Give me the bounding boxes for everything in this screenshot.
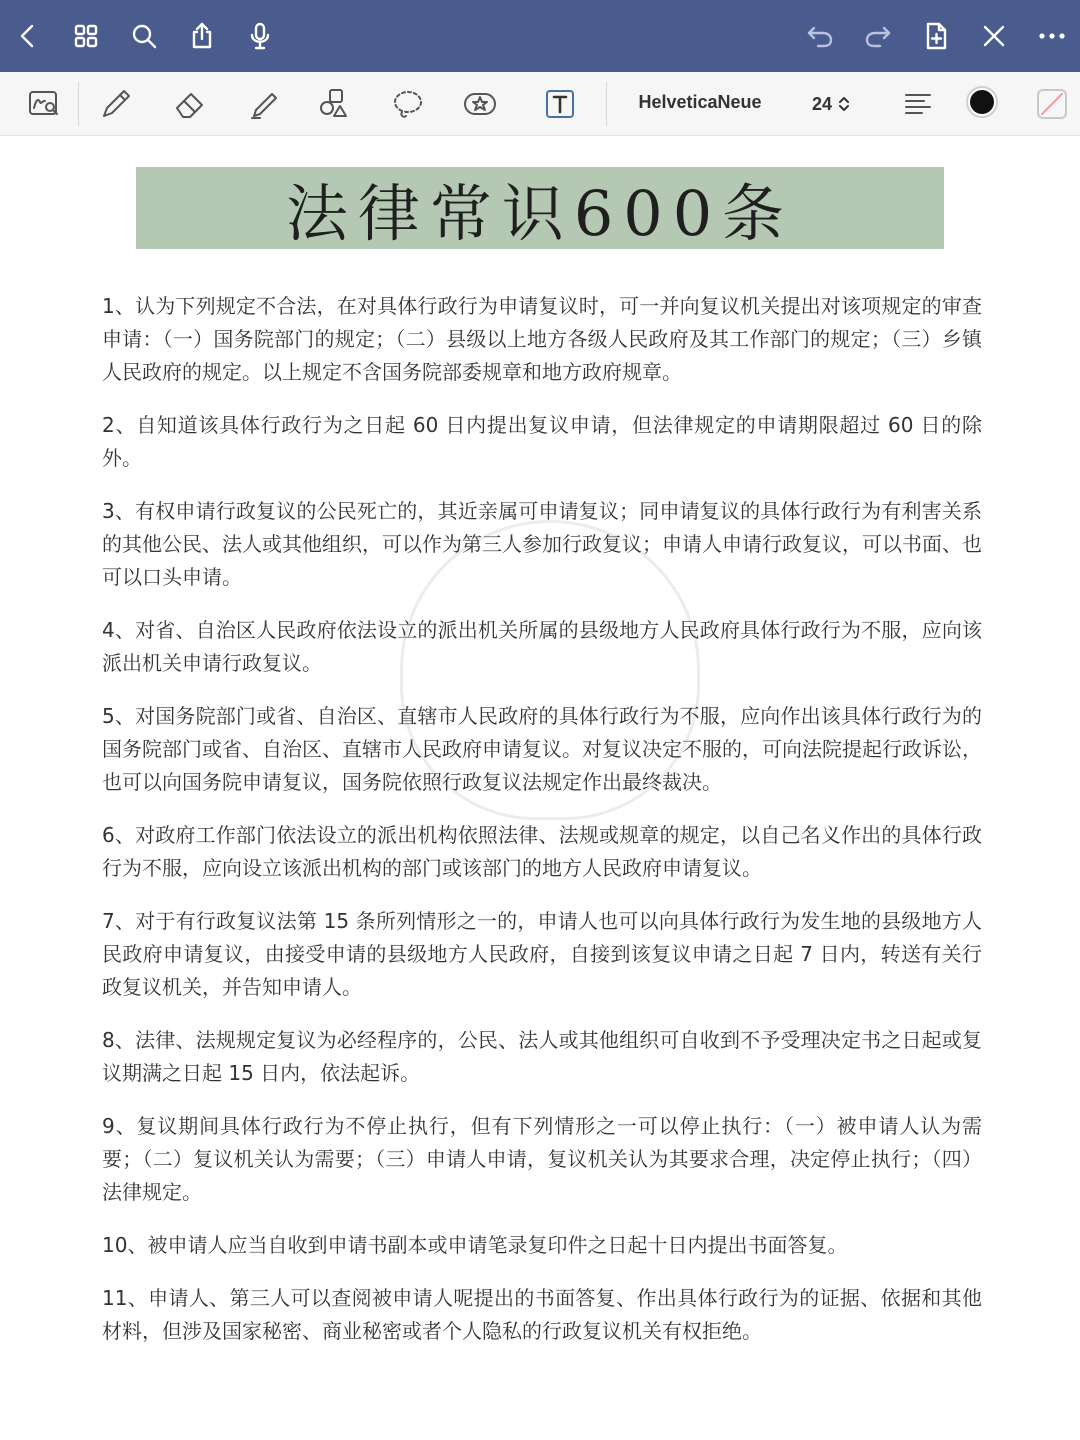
pen-tool-icon[interactable] (96, 84, 136, 124)
text-tool-icon[interactable] (540, 84, 580, 124)
redo-icon[interactable] (860, 18, 896, 54)
microphone-icon[interactable] (242, 18, 278, 54)
paragraph: 3、有权申请行政复议的公民死亡的，其近亲属可申请复议；同申请复议的具体行政行为有利害关系的其他公民、法人或其他组织，可以作为第三人参加行政复议；申请人申请行政复议，可以书面、也可以口头申请。 (102, 499, 982, 589)
paragraph: 7、对于有行政复议法第 15 条所列情形之一的，申请人也可以向具体行政行为发生地的县级地方人民政府申请复议，由接受申请的县级地方人民政府，自接到该复议申请之日起 7 日内，转送有关行政复议机关，并告知申请人。 (102, 909, 982, 999)
close-icon[interactable] (976, 18, 1012, 54)
paragraph: 10、被申请人应当自收到申请书副本或申请笔录复印件之日起十日内提出书面答复。 (102, 1233, 848, 1257)
paragraph: 1、认为下列规定不合法，在对具体行政行为申请复议时，可一并向复议机关提出对该项规定的审查申请：（一）国务院部门的规定；（二）县级以上地方各级人民政府及其工作部门的规定；（三）乡镇人民政府的规定。以上规定不含国务院部委规章和地方政府规章。 (102, 294, 982, 384)
lasso-tool-icon[interactable] (388, 84, 428, 124)
back-icon[interactable] (10, 18, 46, 54)
paragraph: 5、对国务院部门或省、自治区、直辖市人民政府的具体行政行为不服，应向作出该具体行政行为的国务院部门或省、自治区、直辖市人民政府申请复议。对复议决定不服的，可向法院提起行政诉讼，也可以向国务院申请复议，国务院依照行政复议法规定作出最终裁决。 (102, 704, 982, 794)
paragraph: 6、对政府工作部门依法设立的派出机构依照法律、法规或规章的规定，以自己名义作出的具体行政行为不服，应向设立该派出机构的部门或该部门的地方人民政府申请复议。 (102, 823, 982, 880)
shape-tool-icon[interactable] (314, 84, 354, 124)
sticker-tool-icon[interactable] (460, 84, 500, 124)
paragraph: 2、自知道该具体行政行为之日起 60 日内提出复议申请，但法律规定的申请期限超过 60 日的除外。 (102, 413, 982, 470)
drawing-toolbar (0, 72, 1080, 136)
paragraph: 4、对省、自治区人民政府依法设立的派出机关所属的县级地方人民政府具体行政行为不服，应向该派出机关申请行政复议。 (102, 618, 982, 675)
eraser-tool-icon[interactable] (170, 84, 210, 124)
search-icon[interactable] (126, 18, 162, 54)
add-page-icon[interactable] (918, 18, 954, 54)
top-navigation-bar (0, 0, 1080, 72)
selected-color-dot (970, 90, 994, 114)
paragraph: 11、申请人、第三人可以查阅被申请人呢提出的书面答复、作出具体行政行为的证据、依据和其他材料，但涉及国家秘密、商业秘密或者个人隐私的行政复议机关有权拒绝。 (102, 1286, 982, 1343)
document-body (102, 290, 982, 1368)
font-size-selector[interactable] (812, 92, 872, 116)
font-size-value: 24 (812, 93, 833, 114)
font-family-selector[interactable]: HelveticaNeue (638, 92, 762, 112)
more-icon[interactable] (1034, 18, 1070, 54)
highlighter-tool-icon[interactable] (244, 84, 284, 124)
stepper-arrows-icon (838, 96, 850, 112)
ink-color-swatch[interactable] (966, 86, 998, 118)
background-color-icon[interactable] (1032, 84, 1072, 124)
document-title: 法律常识600条 (285, 176, 795, 250)
handwriting-search-icon[interactable] (24, 84, 64, 124)
title-banner (136, 167, 944, 249)
text-align-icon[interactable] (898, 84, 938, 124)
paragraph: 9、复议期间具体行政行为不停止执行，但有下列情形之一可以停止执行：（一）被申请人认为需要；（二）复议机关认为需要；（三）申请人申请，复议机关认为其要求合理，决定停止执行；（四）法律规定。 (102, 1114, 982, 1204)
undo-icon[interactable] (802, 18, 838, 54)
paragraph: 8、法律、法规规定复议为必经程序的，公民、法人或其他组织可自收到不予受理决定书之日起或复议期满之日起 15 日内，依法起诉。 (102, 1028, 982, 1085)
share-icon[interactable] (184, 18, 220, 54)
grid-icon[interactable] (68, 18, 104, 54)
